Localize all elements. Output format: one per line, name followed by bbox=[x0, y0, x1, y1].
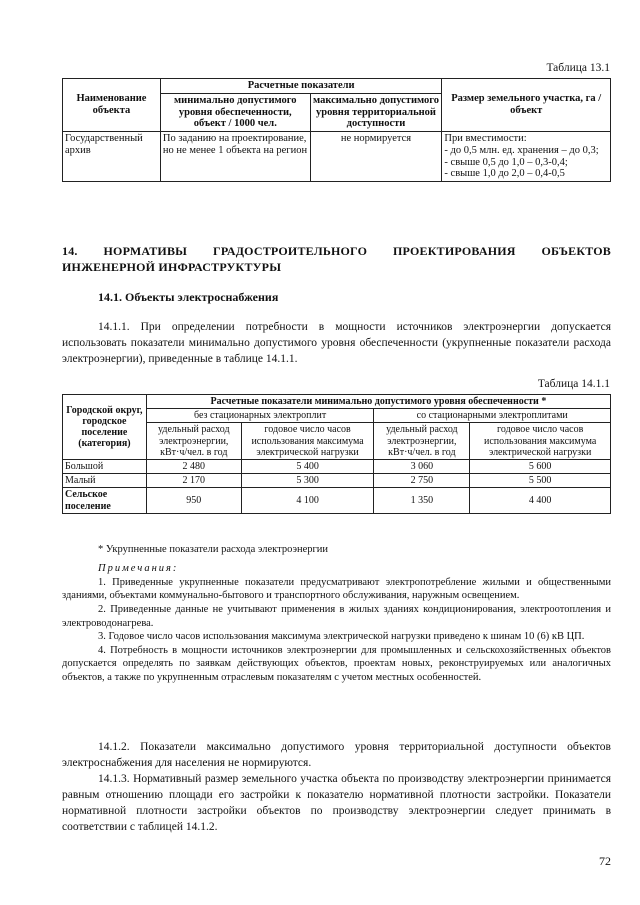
t2-header-hours: годовое число часов использования максимума электрической нагрузки bbox=[241, 423, 374, 460]
note-2: 2. Приведенные данные не учитывают применения в жилых зданиях кондиционирования, электроотопления и электроводонагрева. bbox=[62, 603, 611, 629]
section-heading: 14. НОРМАТИВЫ ГРАДОСТРОИТЕЛЬНОГО ПРОЕКТИРОВАНИЯ ОБЪЕКТОВ ИНЖЕНЕРНОЙ ИНФРАСТРУКТУРЫ bbox=[62, 244, 611, 275]
t2-cell-name: Сельское поселение bbox=[63, 488, 147, 513]
table-row bbox=[63, 488, 611, 513]
t1-header-min: минимально допустимого уровня обеспеченности, объект / 1000 чел. bbox=[160, 93, 310, 131]
t2-cell: 4 100 bbox=[241, 488, 374, 513]
t2-subheader-without: без стационарных электроплит bbox=[146, 409, 374, 423]
t2-cell-name: Малый bbox=[63, 474, 147, 488]
t2-header-group: Расчетные показатели минимально допустимого уровня обеспеченности * bbox=[146, 395, 610, 409]
paragraph-14-1-2: 14.1.2. Показатели максимально допустимого уровня территориальной доступности объектов электроснабжения для населения не нормируются. bbox=[62, 741, 611, 769]
notes-title: Примечания: bbox=[98, 563, 179, 574]
t2-cell: 2 170 bbox=[146, 474, 241, 488]
table-row bbox=[63, 474, 611, 488]
t1-size-line: - до 0,5 млн. ед. хранения – до 0,3; bbox=[444, 144, 599, 156]
t1-size-line: - свыше 1,0 до 2,0 – 0,4-0,5 bbox=[444, 168, 565, 180]
t2-cell: 5 600 bbox=[470, 459, 611, 473]
t2-subheader-with: со стационарными электроплитами bbox=[374, 409, 611, 423]
t1-header-max: максимально допустимого уровня территориальной доступности bbox=[310, 93, 442, 131]
t2-header-hours: годовое число часов использования максимума электрической нагрузки bbox=[470, 423, 611, 460]
t1-size-line: - свыше 0,5 до 1,0 – 0,3-0,4; bbox=[444, 156, 568, 168]
table-13-1 bbox=[62, 78, 611, 182]
note-1: 1. Приведенные укрупненные показатели предусматривают электропотребление жилыми и общественными зданиями, объектами коммунально-бытового и транспортного обслуживания, наружным освещением. bbox=[62, 576, 611, 602]
t2-cell: 2 750 bbox=[374, 474, 470, 488]
t2-cell: 5 400 bbox=[241, 459, 374, 473]
t1-cell-max: не нормируется bbox=[310, 132, 442, 182]
t2-cell-name: Большой bbox=[63, 459, 147, 473]
paragraph-14-1-3: 14.1.3. Нормативный размер земельного участка объекта по производству электроэнергии принимается равным отношению площади его застройки к показателю нормативной плотности застройки. Показатели нормативной плотности застройки объектов по производству электроэнергии следует принимать в соответствии с таблицей 14.1.2. bbox=[62, 773, 611, 833]
t2-cell: 5 300 bbox=[241, 474, 374, 488]
t2-cell: 950 bbox=[146, 488, 241, 513]
table-13-1-caption: Таблица 13.1 bbox=[546, 62, 610, 74]
note-3: 3. Годовое число часов использования максимума электрической нагрузки приведено к шинам 10 (6) кВ ЦП. bbox=[98, 631, 585, 643]
t1-cell-min: По заданию на проектирование, но не менее 1 объекта на регион bbox=[160, 132, 310, 182]
notes-block bbox=[62, 562, 611, 685]
footnote: * Укрупненные показатели расхода электроэнергии bbox=[98, 544, 329, 555]
t1-cell-name: Государственный архив bbox=[63, 132, 161, 182]
t1-header-group: Расчетные показатели bbox=[160, 79, 441, 94]
section-subheading: 14.1. Объекты электроснабжения bbox=[98, 290, 279, 304]
t2-cell: 5 500 bbox=[470, 474, 611, 488]
t2-header-specific: удельный расход электроэнергии, кВт·ч/чел. в год bbox=[146, 423, 241, 460]
t1-header-name: Наименование объекта bbox=[63, 79, 161, 132]
t1-cell-size bbox=[442, 132, 611, 182]
t2-header-settlement: Городской округ, городское поселение (категория) bbox=[63, 395, 147, 460]
table-row bbox=[63, 132, 611, 182]
t1-size-line: При вместимости: bbox=[444, 133, 527, 144]
t2-cell: 2 480 bbox=[146, 459, 241, 473]
table-row bbox=[63, 459, 611, 473]
t2-cell: 3 060 bbox=[374, 459, 470, 473]
t2-cell: 1 350 bbox=[374, 488, 470, 513]
t2-header-specific: удельный расход электроэнергии, кВт·ч/чел. в год bbox=[374, 423, 470, 460]
page-number: 72 bbox=[599, 854, 611, 868]
table-14-1-1 bbox=[62, 394, 611, 514]
t1-header-size: Размер земельного участка, га / объект bbox=[442, 79, 611, 132]
note-4: 4. Потребность в мощности источников электроэнергии для промышленных и сельскохозяйственных объектов допускается определять по заявкам действующих объектов, проектам новых, реконструируемых или аналогичных объектов, а также по укрупненным отраслевым показателям с учетом местных особенностей. bbox=[62, 644, 611, 684]
paragraph-14-1-1: 14.1.1. При определении потребности в мощности источников электроэнергии допускается использовать показатели минимально допустимого уровня обеспеченности (укрупненные показатели расхода электроэнергии), приведенные в таблице 14.1.1. bbox=[62, 321, 611, 365]
table-14-1-1-caption: Таблица 14.1.1 bbox=[537, 378, 610, 390]
t2-cell: 4 400 bbox=[470, 488, 611, 513]
